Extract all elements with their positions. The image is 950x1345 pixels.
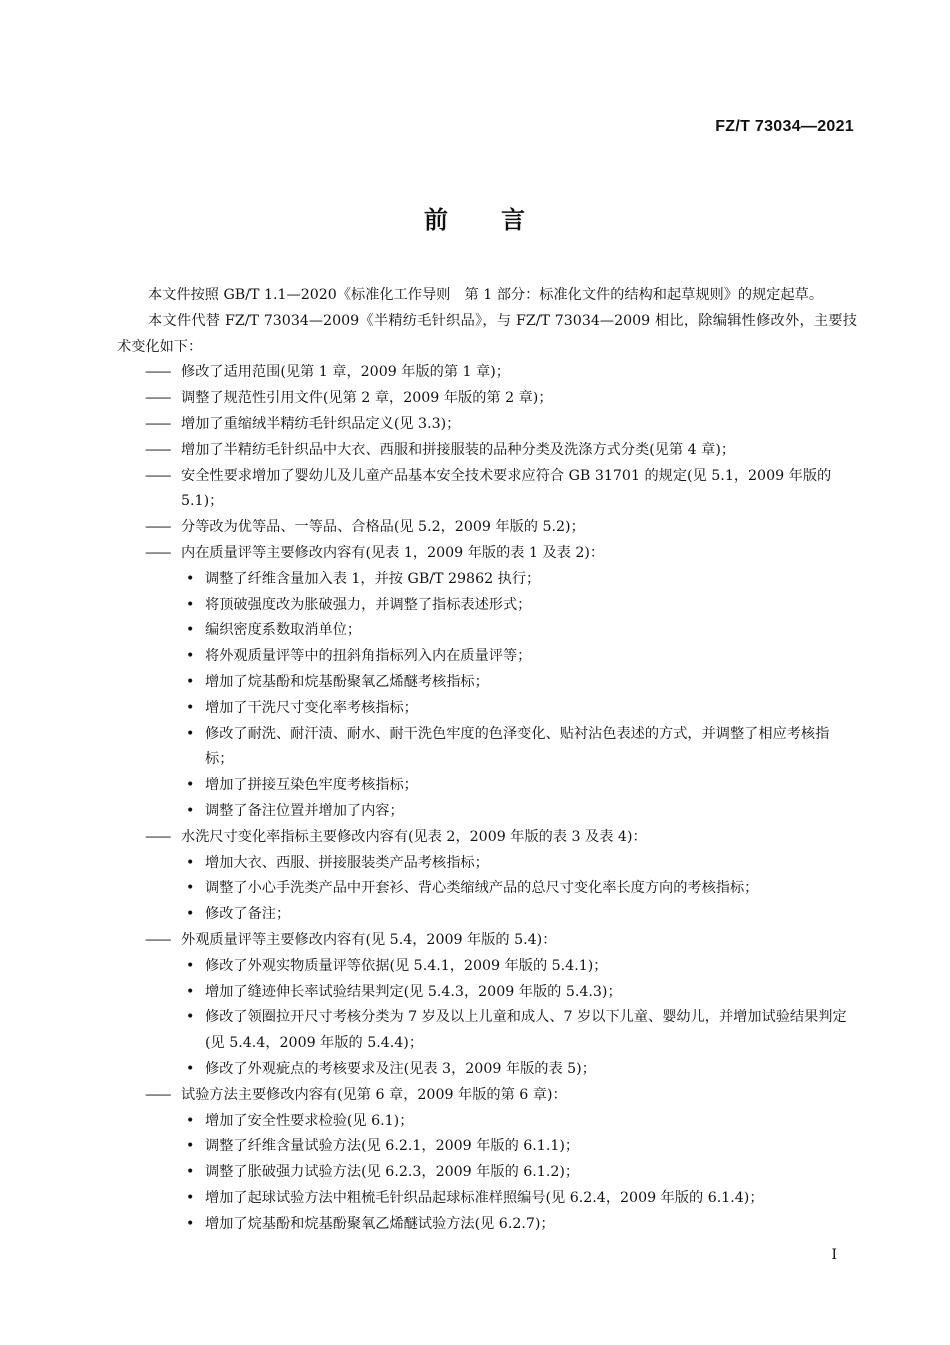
sub-item-text: 修改了备注； [205, 906, 291, 923]
bullet-mark: • [186, 957, 195, 974]
change-item [117, 360, 857, 386]
sub-item [117, 618, 857, 644]
change-text: 内在质量评等主要修改内容有(见表 1，2009 年版的表 1 及表 2)： [181, 544, 605, 561]
bullet-mark: • [186, 596, 195, 613]
sub-item-text: 修改了领圈拉开尺寸考核分类为 7 岁及以上儿童和成人、7 岁以下儿童、婴幼儿，并增加试验结果判定(见 5.4.4，2009 年版的 5.4.4)； [205, 1009, 847, 1052]
sub-item [117, 1005, 857, 1057]
sub-item-text: 修改了耐洗、耐汗渍、耐水、耐干洗色牢度的色泽变化、贴衬沾色表述的方式，并调整了相应考核指标； [205, 725, 830, 768]
bullet-mark: • [186, 699, 195, 716]
sub-item [117, 593, 857, 619]
sub-item [117, 567, 857, 593]
bullet-mark: • [186, 777, 195, 794]
bullet-mark: • [186, 983, 195, 1000]
sub-item-text: 增加了烷基酚和烷基酚聚氧乙烯醚试验方法(见 6.2.7)； [205, 1215, 555, 1232]
sub-item-text: 调整了胀破强力试验方法(见 6.2.3，2009 年版的 6.1.2)； [205, 1164, 580, 1181]
change-item [117, 464, 857, 516]
sub-item-text: 将顶破强度改为胀破强力，并调整了指标表述形式； [205, 596, 532, 613]
dash-mark: —— [145, 828, 170, 845]
change-text: 水洗尺寸变化率指标主要修改内容有(见表 2，2009 年版的表 3 及表 4)： [181, 828, 647, 845]
sub-item [117, 696, 857, 722]
sub-item-text: 调整了小心手洗类产品中开套衫、背心类缩绒产品的总尺寸变化率长度方向的考核指标； [205, 880, 759, 897]
change-text: 修改了适用范围(见第 1 章，2009 年版的第 1 章)； [181, 364, 510, 381]
dash-mark: —— [145, 441, 170, 458]
sub-item-text: 修改了外观实物质量评等依据(见 5.4.1，2009 年版的 5.4.1)； [205, 957, 608, 974]
sub-item [117, 1186, 857, 1212]
document-body [117, 283, 857, 1237]
bullet-mark: • [186, 725, 195, 742]
sub-item [117, 954, 857, 980]
bullet-mark: • [186, 1164, 195, 1181]
sub-item-text: 将外观质量评等中的扭斜角指标列入内在质量评等； [205, 648, 532, 665]
sub-item [117, 1134, 857, 1160]
sub-item [117, 980, 857, 1006]
bullet-mark: • [186, 906, 195, 923]
dash-mark: —— [145, 364, 170, 381]
change-item [117, 928, 857, 954]
sub-item-text: 调整了备注位置并增加了内容； [205, 802, 404, 819]
change-item [117, 825, 857, 851]
bullet-mark: • [186, 880, 195, 897]
sub-item [117, 670, 857, 696]
sub-item [117, 1057, 857, 1083]
sub-item-text: 增加了烷基酚和烷基酚聚氧乙烯醚考核指标； [205, 673, 489, 690]
bullet-mark: • [186, 570, 195, 587]
title-char-2: 言 [501, 206, 526, 234]
change-text: 增加了半精纺毛针织品中大衣、西服和拼接服装的品种分类及洗涤方式分类(见第 4 章)； [181, 441, 736, 458]
page-number: I [831, 1247, 837, 1263]
sub-item [117, 773, 857, 799]
title-char-1: 前 [424, 206, 449, 234]
dash-mark: —— [145, 931, 170, 948]
sub-item-text: 增加了安全性要求检验(见 6.1)； [205, 1112, 414, 1129]
sub-item-text: 编织密度系数取消单位； [205, 622, 362, 639]
sub-item-text: 增加了缝迹伸长率试验结果判定(见 5.4.3，2009 年版的 5.4.3)； [205, 983, 622, 1000]
bullet-mark: • [186, 1009, 195, 1026]
sub-item-text: 修改了外观疵点的考核要求及注(见表 3，2009 年版的表 5)； [205, 1060, 596, 1077]
sub-item-text: 增加大衣、西服、拼接服装类产品考核指标； [205, 854, 489, 871]
sub-item [117, 902, 857, 928]
dash-mark: —— [145, 519, 170, 536]
bullet-mark: • [186, 1112, 195, 1129]
change-text: 试验方法主要修改内容有(见第 6 章，2009 年版的第 6 章)： [181, 1086, 567, 1103]
sub-item [117, 1160, 857, 1186]
sub-item [117, 851, 857, 877]
bullet-mark: • [186, 622, 195, 639]
dash-mark: —— [145, 390, 170, 407]
bullet-mark: • [186, 802, 195, 819]
bullet-mark: • [186, 854, 195, 871]
sub-item [117, 876, 857, 902]
bullet-mark: • [186, 1215, 195, 1232]
sub-item-text: 增加了拼接互染色牢度考核指标； [205, 777, 418, 794]
sub-item [117, 1109, 857, 1135]
change-item [117, 438, 857, 464]
change-item [117, 541, 857, 567]
change-item [117, 515, 857, 541]
change-text: 分等改为优等品、一等品、合格品(见 5.2，2009 年版的 5.2)； [181, 519, 585, 536]
change-text: 安全性要求增加了婴幼儿及儿童产品基本安全技术要求应符合 GB 31701 的规定(见 5.1，2009 年版的 5.1)； [181, 467, 832, 510]
standard-code: FZ/T 73034—2021 [715, 118, 854, 135]
change-text: 调整了规范性引用文件(见第 2 章，2009 年版的第 2 章)； [181, 390, 553, 407]
bullet-mark: • [186, 648, 195, 665]
change-item [117, 412, 857, 438]
change-text: 外观质量评等主要修改内容有(见 5.4，2009 年版的 5.4)： [181, 931, 557, 948]
sub-item-text: 增加了起球试验方法中粗梳毛针织品起球标准样照编号(见 6.2.4，2009 年版的 6.1.4)； [205, 1189, 764, 1206]
bullet-mark: • [186, 1060, 195, 1077]
sub-item [117, 799, 857, 825]
change-item [117, 386, 857, 412]
sub-item-text: 调整了纤维含量加入表 1，并按 GB/T 29862 执行； [205, 570, 541, 587]
sub-item [117, 722, 857, 774]
sub-item [117, 644, 857, 670]
dash-mark: —— [145, 467, 170, 484]
paragraph: 本文件代替 FZ/T 73034—2009《半精纺毛针织品》，与 FZ/T 73034—2009 相比，除编辑性修改外，主要技术变化如下： [117, 312, 857, 355]
sub-item-text: 调整了纤维含量试验方法(见 6.2.1，2009 年版的 6.1.1)； [205, 1138, 580, 1155]
dash-mark: —— [145, 544, 170, 561]
dash-mark: —— [145, 1086, 170, 1103]
sub-item [117, 1212, 857, 1238]
change-text: 增加了重缩绒半精纺毛针织品定义(见 3.3)； [181, 415, 461, 432]
sub-item-text: 增加了干洗尺寸变化率考核指标； [205, 699, 418, 716]
dash-mark: —— [145, 415, 170, 432]
bullet-mark: • [186, 673, 195, 690]
page-title [0, 200, 950, 235]
change-item [117, 1083, 857, 1109]
bullet-mark: • [186, 1189, 195, 1206]
paragraph: 本文件按照 GB/T 1.1—2020《标准化工作导则 第 1 部分：标准化文件的结构和起草规则》的规定起草。 [148, 287, 824, 303]
bullet-mark: • [186, 1138, 195, 1155]
